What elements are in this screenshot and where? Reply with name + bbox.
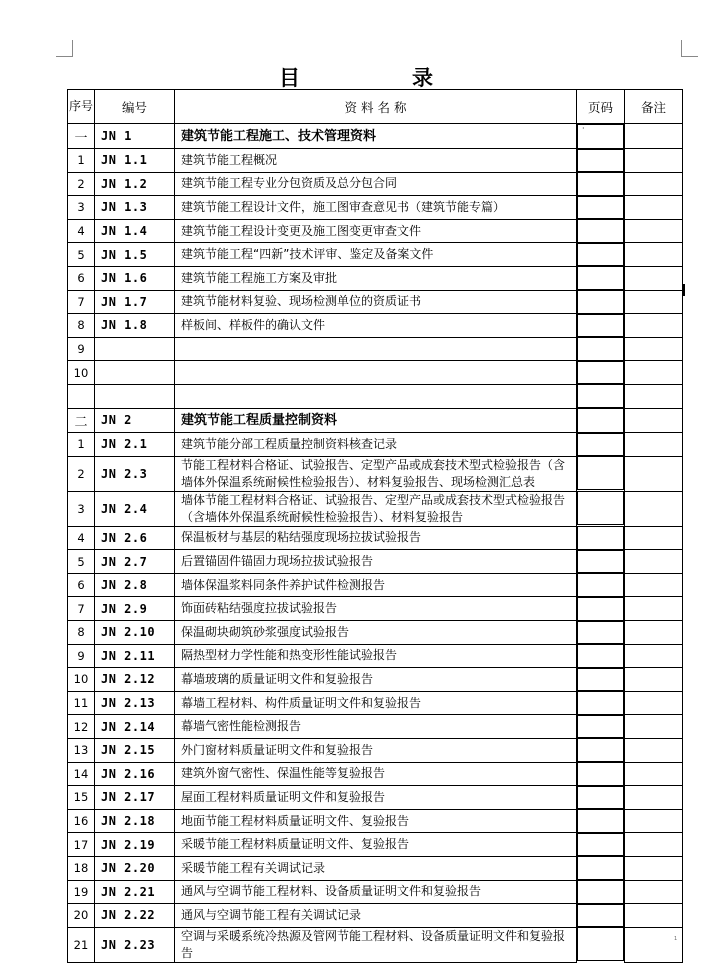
row-note xyxy=(625,491,683,526)
crop-mark-top-left xyxy=(56,40,73,57)
row-page xyxy=(577,337,624,361)
row-page xyxy=(577,361,624,385)
row-number: 二 xyxy=(68,408,95,433)
row-name: 后置锚固件锚固力现场拉拔试验报告 xyxy=(175,550,577,574)
row-name: 幕墙玻璃的质量证明文件和复验报告 xyxy=(175,668,577,692)
row-name: 建筑节能工程施工方案及审批 xyxy=(175,266,577,290)
row-page xyxy=(577,290,624,314)
row-note xyxy=(625,290,683,314)
row-page xyxy=(577,809,624,833)
row-name: 保温砌块砌筑砂浆强度试验报告 xyxy=(175,621,577,645)
row-number: 13 xyxy=(68,738,95,762)
row-number: 5 xyxy=(68,550,95,574)
row-code: JN 2.17 xyxy=(95,786,175,810)
row-name xyxy=(175,337,577,361)
table-row xyxy=(68,196,683,220)
row-note xyxy=(625,668,683,692)
row-code: JN 2.9 xyxy=(95,597,175,621)
row-page xyxy=(577,738,624,762)
row-code: JN 2.7 xyxy=(95,550,175,574)
row-number: 11 xyxy=(68,691,95,715)
row-page xyxy=(577,149,624,173)
row-page xyxy=(577,786,624,810)
row-number: 一 xyxy=(68,124,95,149)
row-page xyxy=(577,597,624,621)
row-code: JN 2.20 xyxy=(95,856,175,880)
row-note xyxy=(625,243,683,267)
row-number: 6 xyxy=(68,573,95,597)
row-code: JN 1.2 xyxy=(95,172,175,196)
row-page xyxy=(577,904,624,928)
row-name: 建筑节能工程专业分包资质及总分包合同 xyxy=(175,172,577,196)
row-page xyxy=(577,927,624,961)
table-row xyxy=(68,856,683,880)
table-row xyxy=(68,550,683,574)
contents-table xyxy=(67,89,683,963)
row-code: JN 2.13 xyxy=(95,691,175,715)
row-note xyxy=(625,149,683,173)
row-page xyxy=(577,456,624,490)
table-row xyxy=(68,927,683,962)
row-code: JN 2 xyxy=(95,408,175,433)
row-name xyxy=(175,361,577,385)
page-mark: 1 xyxy=(674,936,678,942)
table-row xyxy=(68,172,683,196)
row-name: 通风与空调节能工程材料、设备质量证明文件和复验报告 xyxy=(175,880,577,904)
table-row xyxy=(68,219,683,243)
row-page xyxy=(577,880,624,904)
row-code: JN 1.8 xyxy=(95,314,175,338)
row-note xyxy=(625,384,683,408)
table-row xyxy=(68,715,683,739)
table-row xyxy=(68,266,683,290)
row-code: JN 1.7 xyxy=(95,290,175,314)
row-name: 幕墙工程材料、构件质量证明文件和复验报告 xyxy=(175,691,577,715)
title-char-left: 目 xyxy=(279,66,300,90)
row-number: 4 xyxy=(68,219,95,243)
row-number: 14 xyxy=(68,762,95,786)
table-row xyxy=(68,337,683,361)
row-name: 空调与采暖系统冷热源及管网节能工程材料、设备质量证明文件和复验报告 xyxy=(175,927,577,962)
row-page xyxy=(577,172,624,196)
row-name: 样板间、样板件的确认文件 xyxy=(175,314,577,338)
row-name: 采暖节能工程有关调试记录 xyxy=(175,856,577,880)
row-code: JN 2.21 xyxy=(95,880,175,904)
table-row xyxy=(68,526,683,550)
table-header-row xyxy=(68,90,683,124)
row-name: 建筑节能工程质量控制资料 xyxy=(175,408,577,433)
row-number xyxy=(68,384,95,408)
row-page xyxy=(577,196,624,220)
row-page xyxy=(577,621,624,645)
table-row xyxy=(68,809,683,833)
row-note xyxy=(625,904,683,928)
row-name: 外门窗材料质量证明文件和复验报告 xyxy=(175,738,577,762)
row-name: 隔热型材力学性能和热变形性能试验报告 xyxy=(175,644,577,668)
row-code: JN 2.1 xyxy=(95,433,175,457)
row-number: 8 xyxy=(68,621,95,645)
table-row xyxy=(68,644,683,668)
row-number: 3 xyxy=(68,196,95,220)
row-name: 建筑节能工程施工、技术管理资料 xyxy=(175,124,577,149)
row-code: JN 1.1 xyxy=(95,149,175,173)
row-note xyxy=(625,172,683,196)
table-row xyxy=(68,290,683,314)
row-number: 9 xyxy=(68,337,95,361)
row-code xyxy=(95,337,175,361)
table-row xyxy=(68,491,683,526)
header-page: 页码 xyxy=(577,90,625,124)
row-page xyxy=(577,856,624,880)
row-number: 4 xyxy=(68,526,95,550)
row-name: 幕墙气密性能检测报告 xyxy=(175,715,577,739)
table-body xyxy=(68,124,683,963)
row-code: JN 2.8 xyxy=(95,573,175,597)
row-page xyxy=(577,314,624,338)
row-name xyxy=(175,384,577,408)
row-page: · xyxy=(577,124,624,149)
row-number: 2 xyxy=(68,456,95,491)
section-row xyxy=(68,408,683,433)
row-name: 屋面工程材料质量证明文件和复验报告 xyxy=(175,786,577,810)
row-page xyxy=(577,668,624,692)
row-note xyxy=(625,762,683,786)
row-name: 墙体保温浆料同条件养护试件检测报告 xyxy=(175,573,577,597)
row-number: 21 xyxy=(68,927,95,962)
row-code: JN 2.16 xyxy=(95,762,175,786)
row-number: 6 xyxy=(68,266,95,290)
text-cursor xyxy=(683,284,685,296)
row-page xyxy=(577,408,624,433)
row-number: 19 xyxy=(68,880,95,904)
row-note xyxy=(625,124,683,149)
row-name: 采暖节能工程材料质量证明文件、复验报告 xyxy=(175,833,577,857)
row-code: JN 2.14 xyxy=(95,715,175,739)
row-number: 10 xyxy=(68,361,95,385)
row-name: 保温板材与基层的粘结强度现场拉拔试验报告 xyxy=(175,526,577,550)
row-name: 饰面砖粘结强度拉拔试验报告 xyxy=(175,597,577,621)
row-note xyxy=(625,738,683,762)
row-note xyxy=(625,550,683,574)
row-number: 20 xyxy=(68,904,95,928)
row-note xyxy=(625,573,683,597)
row-code: JN 2.15 xyxy=(95,738,175,762)
row-number: 12 xyxy=(68,715,95,739)
row-note xyxy=(625,433,683,457)
row-name: 建筑节能工程“四新”技术评审、鉴定及备案文件 xyxy=(175,243,577,267)
table-row xyxy=(68,762,683,786)
row-name: 建筑节能分部工程质量控制资料核查记录 xyxy=(175,433,577,457)
row-number: 8 xyxy=(68,314,95,338)
row-code: JN 1.4 xyxy=(95,219,175,243)
row-name: 地面节能工程材料质量证明文件、复验报告 xyxy=(175,809,577,833)
table-row xyxy=(68,597,683,621)
row-code: JN 1.3 xyxy=(95,196,175,220)
table-row xyxy=(68,243,683,267)
row-note xyxy=(625,408,683,433)
row-number: 17 xyxy=(68,833,95,857)
table-row xyxy=(68,668,683,692)
row-code: JN 2.10 xyxy=(95,621,175,645)
row-note xyxy=(625,809,683,833)
row-note xyxy=(625,456,683,491)
row-code xyxy=(95,361,175,385)
row-name: 建筑节能工程概况 xyxy=(175,149,577,173)
row-note xyxy=(625,266,683,290)
row-code: JN 2.19 xyxy=(95,833,175,857)
table-row xyxy=(68,904,683,928)
row-number: 5 xyxy=(68,243,95,267)
table-row xyxy=(68,314,683,338)
table-row xyxy=(68,691,683,715)
row-page xyxy=(577,433,624,457)
header-no: 序号 xyxy=(68,90,95,124)
row-code: JN 2.4 xyxy=(95,491,175,526)
row-note xyxy=(625,219,683,243)
table-row xyxy=(68,573,683,597)
row-page xyxy=(577,573,624,597)
row-code: JN 2.6 xyxy=(95,526,175,550)
row-code: JN 2.12 xyxy=(95,668,175,692)
row-number: 10 xyxy=(68,668,95,692)
header-name: 资 料 名 称 xyxy=(175,90,577,124)
row-page xyxy=(577,715,624,739)
table-row xyxy=(68,833,683,857)
row-page xyxy=(577,550,624,574)
row-page xyxy=(577,762,624,786)
row-note xyxy=(625,621,683,645)
row-name: 节能工程材料合格证、试验报告、定型产品或成套技术型式检验报告（含墙体外保温系统耐候性检验报告）、材料复验报告、现场检测汇总表 xyxy=(175,456,577,491)
row-page xyxy=(577,491,624,525)
table-row xyxy=(68,361,683,385)
row-page xyxy=(577,644,624,668)
row-note xyxy=(625,880,683,904)
table-row xyxy=(68,433,683,457)
row-number: 18 xyxy=(68,856,95,880)
row-note xyxy=(625,786,683,810)
row-code: JN 1 xyxy=(95,124,175,149)
row-page xyxy=(577,266,624,290)
crop-mark-top-right xyxy=(681,40,698,57)
row-number: 16 xyxy=(68,809,95,833)
row-code: JN 2.18 xyxy=(95,809,175,833)
header-code: 编号 xyxy=(95,90,175,124)
row-note xyxy=(625,691,683,715)
row-code xyxy=(95,384,175,408)
table-row xyxy=(68,621,683,645)
row-code: JN 2.22 xyxy=(95,904,175,928)
row-note xyxy=(625,361,683,385)
header-note: 备注 xyxy=(625,90,683,124)
row-note xyxy=(625,856,683,880)
row-note xyxy=(625,833,683,857)
row-page xyxy=(577,526,624,550)
row-name: 建筑外窗气密性、保温性能等复验报告 xyxy=(175,762,577,786)
row-page xyxy=(577,833,624,857)
row-name: 通风与空调节能工程有关调试记录 xyxy=(175,904,577,928)
row-note xyxy=(625,526,683,550)
row-number: 1 xyxy=(68,149,95,173)
row-number: 15 xyxy=(68,786,95,810)
row-note xyxy=(625,927,683,962)
row-name: 建筑节能材料复验、现场检测单位的资质证书 xyxy=(175,290,577,314)
row-page xyxy=(577,219,624,243)
row-code: JN 2.11 xyxy=(95,644,175,668)
row-number: 7 xyxy=(68,597,95,621)
row-note xyxy=(625,597,683,621)
row-note xyxy=(625,337,683,361)
row-note xyxy=(625,644,683,668)
row-name: 建筑节能工程设计文件，施工图审查意见书（建筑节能专篇） xyxy=(175,196,577,220)
row-page xyxy=(577,691,624,715)
table-row xyxy=(68,786,683,810)
row-number: 9 xyxy=(68,644,95,668)
row-number: 2 xyxy=(68,172,95,196)
row-number: 7 xyxy=(68,290,95,314)
row-number: 1 xyxy=(68,433,95,457)
row-page xyxy=(577,243,624,267)
row-page xyxy=(577,384,624,408)
row-code: JN 2.3 xyxy=(95,456,175,491)
title-char-right: 录 xyxy=(412,66,433,90)
row-code: JN 1.5 xyxy=(95,243,175,267)
row-code: JN 1.6 xyxy=(95,266,175,290)
row-code: JN 2.23 xyxy=(95,927,175,962)
table-row xyxy=(68,384,683,408)
row-number: 3 xyxy=(68,491,95,526)
table-row xyxy=(68,738,683,762)
section-row xyxy=(68,124,683,149)
page-title xyxy=(0,62,712,92)
row-name: 墙体节能工程材料合格证、试验报告、定型产品或成套技术型式检验报告（含墙体外保温系统耐候性检验报告）、材料复验报告 xyxy=(175,491,577,526)
table-row xyxy=(68,149,683,173)
row-note xyxy=(625,314,683,338)
row-note xyxy=(625,196,683,220)
table-row xyxy=(68,456,683,491)
row-name: 建筑节能工程设计变更及施工图变更审查文件 xyxy=(175,219,577,243)
row-note xyxy=(625,715,683,739)
table-row xyxy=(68,880,683,904)
